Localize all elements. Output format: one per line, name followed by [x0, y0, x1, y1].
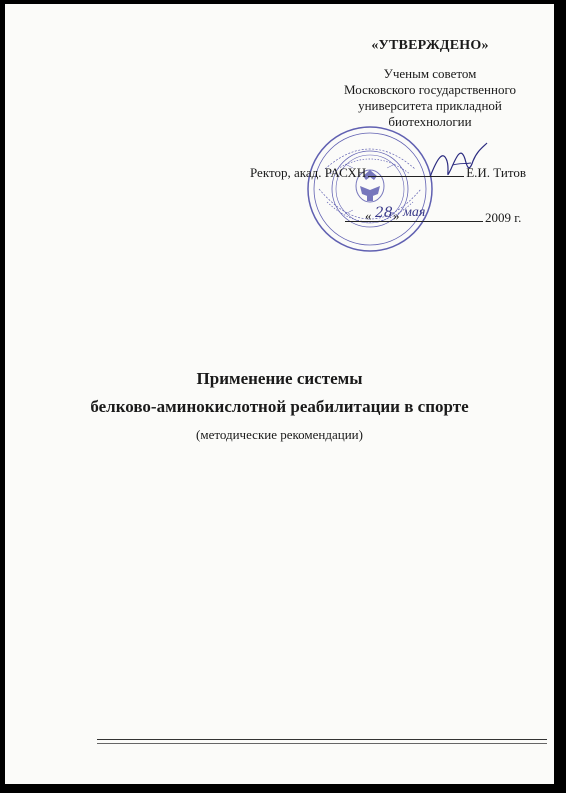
date-quote-open: « — [365, 208, 372, 223]
date-year: 2009 г. — [485, 210, 522, 225]
date-day: 28 — [375, 205, 393, 221]
council-line: Московского государственного — [344, 82, 516, 97]
document-title-line-1: Применение системы — [196, 369, 363, 388]
signature-blank — [368, 164, 464, 177]
document-page — [5, 4, 554, 784]
document-subtitle: (методические рекомендации) — [196, 427, 363, 442]
council-line: Ученым советом — [383, 66, 477, 81]
date-month: мая — [403, 205, 426, 220]
rector-signature-line — [250, 164, 526, 181]
rector-label: Ректор, акад. РАСХН — [250, 165, 367, 180]
official-seal-icon — [305, 124, 435, 254]
rector-name: Е.И. Титов — [466, 165, 526, 180]
bottom-divider-secondary — [97, 743, 547, 744]
approval-date-line — [345, 205, 522, 226]
approving-council — [325, 66, 535, 130]
approval-heading: «УТВЕРЖДЕНО» — [371, 38, 489, 53]
date-quote-close: » — [393, 208, 400, 223]
council-line: университета прикладной — [358, 98, 502, 113]
document-title-line-2: белково-аминокислотной реабилитации в спорте — [90, 397, 469, 416]
bottom-divider — [97, 739, 547, 740]
council-line: биотехнологии — [388, 114, 472, 129]
